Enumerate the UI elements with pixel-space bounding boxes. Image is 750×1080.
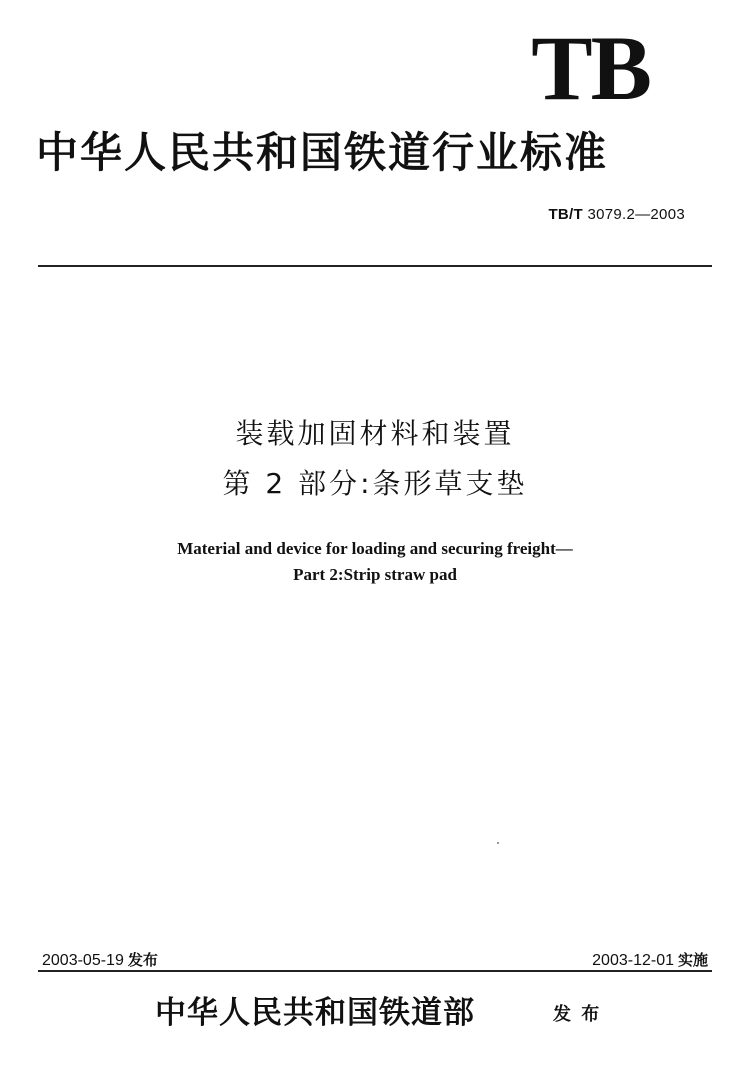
standard-organization: 中华人民共和国铁道行业标准 (36, 128, 609, 177)
bottom-divider (38, 970, 712, 972)
effective-date (592, 949, 708, 970)
issuing-authority: 中华人民共和国铁道部 (155, 995, 475, 1031)
standard-code: TB/T (548, 206, 583, 223)
title-english-line-1: Material and device for loading and securing freight— (177, 539, 573, 558)
title-english-line-2: Part 2:Strip straw pad (293, 565, 457, 584)
title-chinese-line-2: 第 2 部分:条形草支垫 (222, 467, 528, 500)
effective-date-value: 2003-12-01 (592, 952, 674, 969)
standard-logo: TB (531, 17, 650, 119)
issue-label: 发布 (127, 951, 158, 969)
issue-date-value: 2003-05-19 (42, 952, 124, 969)
scan-speck (497, 842, 499, 844)
effective-label: 实施 (677, 951, 708, 969)
title-chinese-line-1: 装载加固材料和装置 (235, 417, 515, 450)
standard-number-value: 3079.2—2003 (587, 206, 685, 223)
standard-number (548, 206, 685, 223)
issuing-label: 发 布 (553, 1004, 602, 1025)
issue-date (42, 949, 158, 970)
top-divider (38, 265, 712, 267)
